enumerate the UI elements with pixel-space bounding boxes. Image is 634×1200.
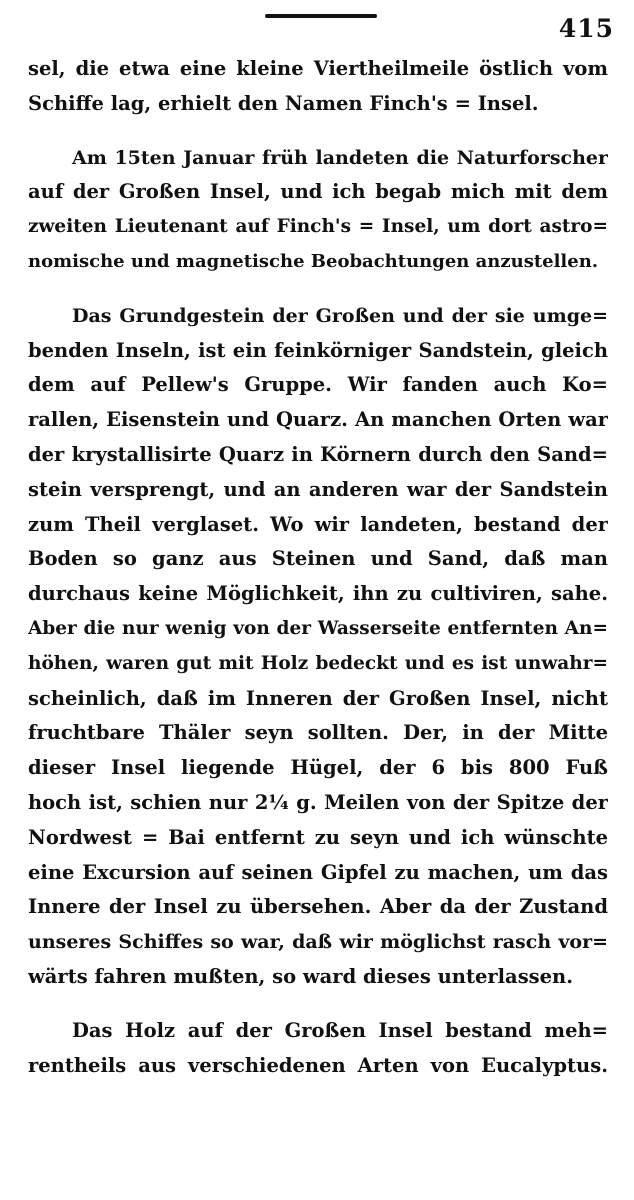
text-line: zum Theil verglaset. Wo wir landeten, bestand der <box>28 512 608 536</box>
text-line: eine Excursion auf seinen Gipfel zu machen, um das <box>28 860 608 884</box>
text-line: höhen, waren gut mit Holz bedeckt und es ist unwahr= <box>28 652 608 674</box>
text-line: auf der Großen Insel, und ich begab mich mit dem <box>28 180 608 204</box>
text-line: stein versprengt, und an anderen war der Sandstein <box>28 477 608 501</box>
text-line: durchaus keine Möglichkeit, ihn zu cultiviren, sahe. <box>28 582 608 606</box>
paragraph <box>28 299 608 995</box>
text-line: Schiffe lag, erhielt den Namen Finch's = Insel. <box>28 91 539 115</box>
header-rule <box>265 14 377 18</box>
text-line: Das Holz auf der Großen Insel bestand meh= <box>72 1018 608 1042</box>
text-line: Boden so ganz aus Steinen und Sand, daß man <box>28 547 608 571</box>
text-line: hoch ist, schien nur 2¼ g. Meilen von der Spitze der <box>28 790 608 814</box>
text-line: benden Inseln, ist ein feinkörniger Sandstein, gleich <box>28 338 608 362</box>
text-line: Innere der Insel zu übersehen. Aber da der Zustand <box>28 895 608 919</box>
text-line: scheinlich, daß im Inneren der Großen Insel, nicht <box>28 686 608 710</box>
paragraph <box>28 1014 608 1084</box>
text-line: der krystallisirte Quarz in Körnern durch den Sand= <box>28 442 608 466</box>
text-line: dem auf Pellew's Gruppe. Wir fanden auch Ko= <box>28 373 608 397</box>
text-line: unseres Schiffes so war, daß wir möglichst rasch vor= <box>28 931 608 954</box>
text-line: Das Grundgestein der Großen und der sie umge= <box>72 304 608 327</box>
text-line: Aber die nur wenig von der Wasserseite entfernten An= <box>28 617 608 639</box>
page-number: 415 <box>558 14 614 43</box>
text-line: rallen, Eisenstein und Quarz. An manchen Orten war <box>28 408 608 432</box>
text-line: nomische und magnetische Beobachtungen anzustellen. <box>28 250 599 272</box>
text-line: Am 15ten Januar früh landeten die Naturforscher <box>72 146 608 169</box>
text-line: dieser Insel liegende Hügel, der 6 bis 800 Fuß <box>28 756 608 780</box>
text-line: fruchtbare Thäler seyn sollten. Der, in der Mitte <box>28 721 608 745</box>
text-line: sel, die etwa eine kleine Viertheilmeile östlich vom <box>28 57 608 80</box>
text-line: Nordwest = Bai entfernt zu seyn und ich wünschte <box>28 825 608 849</box>
text-line: wärts fahren mußten, so ward dieses unterlassen. <box>28 964 574 988</box>
paragraph <box>28 141 608 280</box>
text-line: rentheils aus verschiedenen Arten von Eucalyptus. <box>28 1053 608 1077</box>
text-line: zweiten Lieutenant auf Finch's = Insel, um dort astro= <box>28 216 608 238</box>
paragraph <box>28 52 608 122</box>
body-text <box>28 52 608 1083</box>
